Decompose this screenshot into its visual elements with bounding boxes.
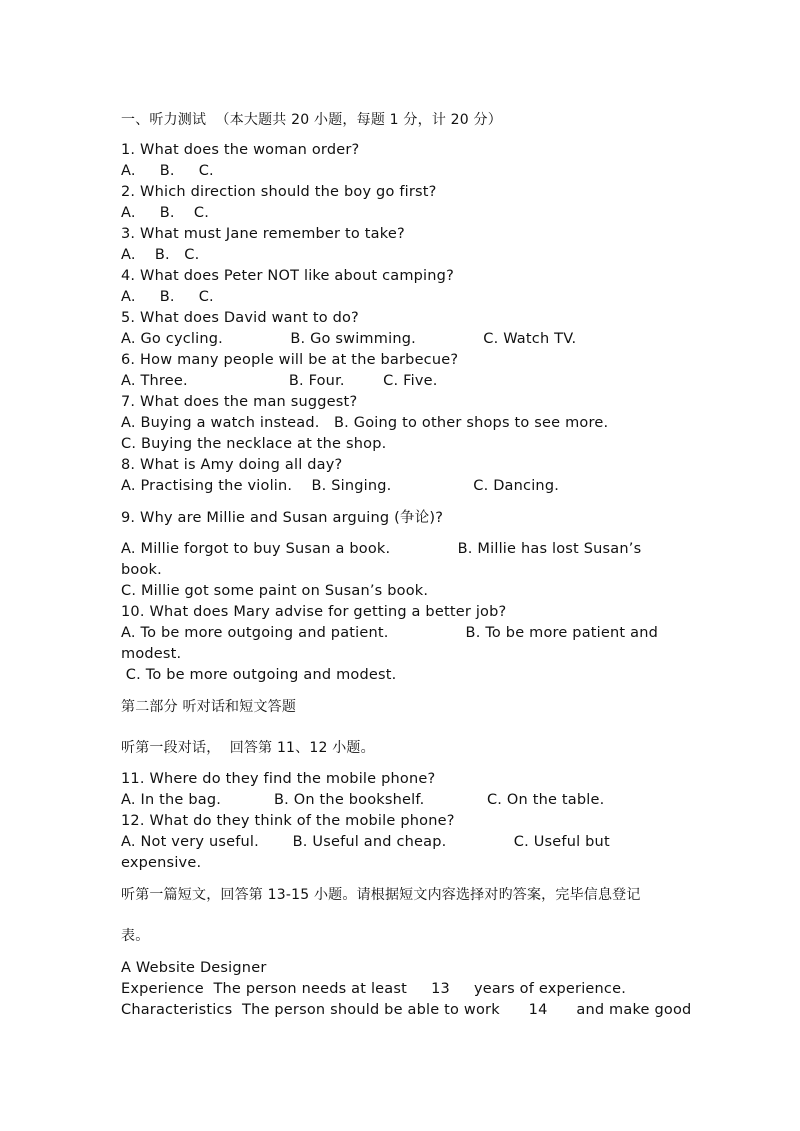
options-5: A. Go cycling. B. Go swimming. C. Watch TV. [121,331,577,347]
options-7-c: C. Buying the necklace at the shop. [121,436,387,452]
question-10: 10. What does Mary advise for getting a better job? [121,604,507,620]
passage-instruction-wrap: 表。 [121,928,150,944]
options-11: A. In the bag. B. On the bookshelf. C. On the table. [121,792,605,808]
question-1: 1. What does the woman order? [121,142,360,158]
options-7: A. Buying a watch instead. B. Going to other shops to see more. [121,415,609,431]
question-3: 3. What must Jane remember to take? [121,226,405,242]
options-8: A. Practising the violin. B. Singing. C. Dancing. [121,478,560,494]
passage-instruction: 听第一篇短文，回答第 13-15 小题。请根据短文内容选择对旳答案，完毕信息登记 [121,887,641,903]
question-4: 4. What does Peter NOT like about camping? [121,268,454,284]
options-10-c: C. To be more outgoing and modest. [121,667,397,683]
question-2: 2. Which direction should the boy go first? [121,184,437,200]
section-2-heading: 第二部分 听对话和短文答题 [121,699,297,715]
form-row-characteristics: Characteristics The person should be able to work 14 and make good [121,1002,692,1018]
options-2: A. B. C. [121,205,210,221]
dialogue-instruction: 听第一段对话， 回答第 11、12 小题。 [121,740,375,756]
options-6: A. Three. B. Four. C. Five. [121,373,438,389]
form-title: A Website Designer [121,960,267,976]
options-10-ab: A. To be more outgoing and patient. B. To be more patient and [121,625,658,641]
options-4: A. B. C. [121,289,214,305]
options-12-wrap: expensive. [121,855,202,871]
options-9-ab: A. Millie forgot to buy Susan a book. B. Millie has lost Susan’s [121,541,642,557]
question-7: 7. What does the man suggest? [121,394,358,410]
options-1: A. B. C. [121,163,214,179]
question-12: 12. What do they think of the mobile phone? [121,813,455,829]
options-12: A. Not very useful. B. Useful and cheap. C. Useful but [121,834,610,850]
question-6: 6. How many people will be at the barbecue? [121,352,459,368]
options-9-ab-wrap: book. [121,562,162,578]
question-5: 5. What does David want to do? [121,310,359,326]
question-11: 11. Where do they find the mobile phone? [121,771,436,787]
options-9-c: C. Millie got some paint on Susan’s book. [121,583,429,599]
section-heading: 一、听力测试 （本大题共 20 小题，每题 1 分，计 20 分） [121,112,502,128]
question-9: 9. Why are Millie and Susan arguing (争论)? [121,510,444,526]
options-10-ab-wrap: modest. [121,646,182,662]
form-row-experience: Experience The person needs at least 13 years of experience. [121,981,627,997]
question-8: 8. What is Amy doing all day? [121,457,343,473]
options-3: A. B. C. [121,247,200,263]
